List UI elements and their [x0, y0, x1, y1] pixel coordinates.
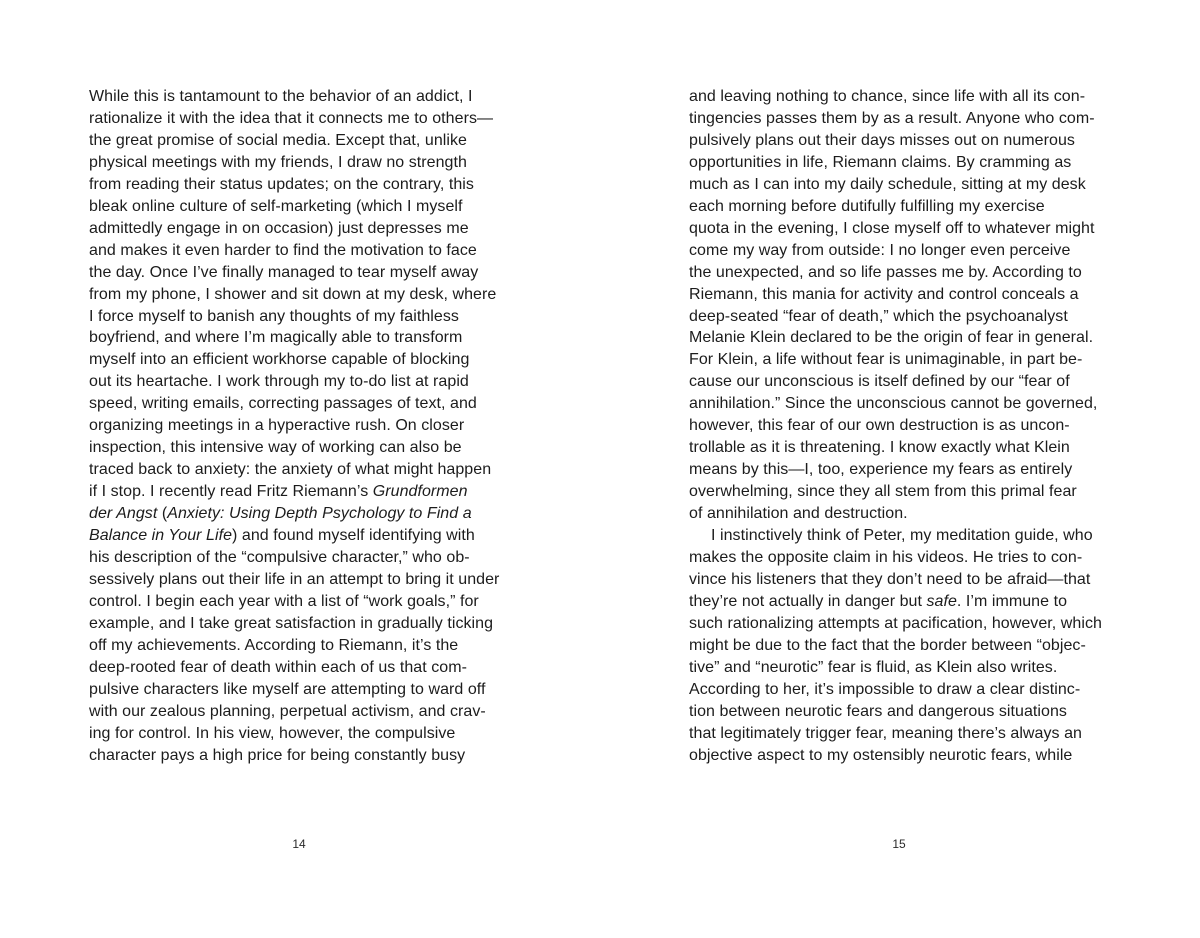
text-segment: ) and found myself identifying with	[232, 527, 475, 545]
text-line: vince his listeners that they don’t need to be afraid—that	[689, 570, 1091, 588]
text-line: overwhelming, since they all stem from this primal fear	[689, 483, 1077, 501]
text-line: deep-rooted fear of death within each of us that com-	[89, 658, 467, 676]
right-page-number: 15	[892, 837, 906, 851]
text-line: I force myself to banish any thoughts of my faithless	[89, 307, 459, 325]
text-line: speed, writing emails, correcting passages of text, and	[89, 395, 477, 413]
text-line: from reading their status updates; on the contrary, this	[89, 175, 474, 193]
text-line: come my way from outside: I no longer even perceive	[689, 241, 1071, 259]
left-page-body-text	[89, 86, 529, 767]
text-line: bleak online culture of self-marketing (which I myself	[89, 197, 463, 215]
text-line: tingencies passes them by as a result. Anyone who com-	[689, 109, 1095, 127]
text-line: traced back to anxiety: the anxiety of what might happen	[89, 461, 492, 479]
italic-text: Grundformen	[372, 483, 468, 501]
text-line: his description of the “compulsive character,” who ob-	[89, 549, 470, 567]
text-line: with our zealous planning, perpetual activism, and crav-	[89, 702, 486, 720]
text-line: control. I begin each year with a list of “work goals,” for	[89, 592, 479, 610]
text-line: rationalize it with the idea that it connects me to others—	[89, 109, 494, 127]
italic-text: Balance in Your Life	[89, 527, 233, 545]
text-line: character pays a high price for being constantly busy	[89, 746, 466, 764]
text-line: myself into an efficient workhorse capable of blocking	[89, 351, 470, 369]
text-line: pulsive characters like myself are attempting to ward off	[89, 680, 486, 698]
text-line: from my phone, I shower and sit down at my desk, where	[89, 285, 497, 303]
text-line: Melanie Klein declared to be the origin of fear in general.	[689, 329, 1094, 347]
text-line: Riemann, this mania for activity and control conceals a	[689, 285, 1079, 303]
text-line: out its heartache. I work through my to-do list at rapid	[89, 373, 469, 391]
text-line: the unexpected, and so life passes me by. According to	[689, 263, 1082, 281]
text-line	[89, 525, 529, 547]
text-line: deep-seated “fear of death,” which the psychoanalyst	[689, 307, 1068, 325]
text-segment: . I’m immune to	[956, 592, 1068, 610]
text-line: trollable as it is threatening. I know exactly what Klein	[689, 439, 1070, 457]
text-line: admittedly engage in on occasion) just depresses me	[89, 219, 469, 237]
text-line: objective aspect to my ostensibly neurotic fears, while	[689, 746, 1073, 764]
text-line: such rationalizing attempts at pacification, however, which	[689, 614, 1102, 632]
text-line: physical meetings with my friends, I draw no strength	[89, 153, 467, 171]
text-segment: (	[157, 505, 168, 523]
text-line: off my achievements. According to Riemann, it’s the	[89, 636, 459, 654]
text-line	[89, 503, 529, 525]
italic-text: safe	[926, 592, 957, 610]
text-line: tive” and “neurotic” fear is fluid, as Klein also writes.	[689, 658, 1058, 676]
text-line: I instinctively think of Peter, my meditation guide, who	[711, 527, 1093, 545]
text-segment: if I stop. I recently read Fritz Riemann’s	[89, 483, 373, 501]
left-page-number: 14	[292, 837, 306, 851]
text-line: might be due to the fact that the border between “objec-	[689, 636, 1086, 654]
text-line: pulsively plans out their days misses out on numerous	[689, 131, 1075, 149]
text-line	[689, 591, 1129, 613]
text-line: means by this—I, too, experience my fears as entirely	[689, 461, 1073, 479]
text-line: cause our unconscious is itself defined by our “fear of	[689, 373, 1070, 391]
text-line: ing for control. In his view, however, the compulsive	[89, 724, 456, 742]
text-line: the great promise of social media. Except that, unlike	[89, 131, 468, 149]
text-line: example, and I take great satisfaction in gradually ticking	[89, 614, 494, 632]
text-line: the day. Once I’ve finally managed to tear myself away	[89, 263, 479, 281]
text-line: tion between neurotic fears and dangerous situations	[689, 702, 1067, 720]
text-line: boyfriend, and where I’m magically able to transform	[89, 329, 463, 347]
text-line: opportunities in life, Riemann claims. By cramming as	[689, 153, 1072, 171]
text-line: however, this fear of our own destruction is as uncon-	[689, 417, 1070, 435]
text-line: For Klein, a life without fear is unimaginable, in part be-	[689, 351, 1083, 369]
text-line: quota in the evening, I close myself off to whatever might	[689, 219, 1095, 237]
text-line: makes the opposite claim in his videos. He tries to con-	[689, 549, 1083, 567]
text-line: organizing meetings in a hyperactive rush. On closer	[89, 417, 465, 435]
text-line: much as I can into my daily schedule, sitting at my desk	[689, 175, 1086, 193]
text-line	[89, 481, 529, 503]
italic-text: der Angst	[89, 505, 158, 523]
text-line: that legitimately trigger fear, meaning there’s always an	[689, 724, 1082, 742]
text-line: sessively plans out their life in an attempt to bring it under	[89, 570, 500, 588]
right-page	[600, 0, 1200, 938]
text-line: According to her, it’s impossible to draw a clear distinc-	[689, 680, 1081, 698]
text-line: of annihilation and destruction.	[689, 505, 908, 523]
text-line: and leaving nothing to chance, since life with all its con-	[689, 88, 1086, 105]
text-segment: they’re not actually in danger but	[689, 592, 927, 610]
text-line: annihilation.” Since the unconscious cannot be governed,	[689, 395, 1098, 413]
italic-text: Anxiety: Using Depth Psychology to Find a	[167, 505, 472, 523]
text-line: inspection, this intensive way of working can also be	[89, 439, 462, 457]
right-page-body-text	[689, 86, 1129, 767]
text-line: each morning before dutifully fulfilling my exercise	[689, 197, 1045, 215]
text-line: While this is tantamount to the behavior of an addict, I	[89, 88, 473, 105]
text-line: and makes it even harder to find the motivation to face	[89, 241, 477, 259]
